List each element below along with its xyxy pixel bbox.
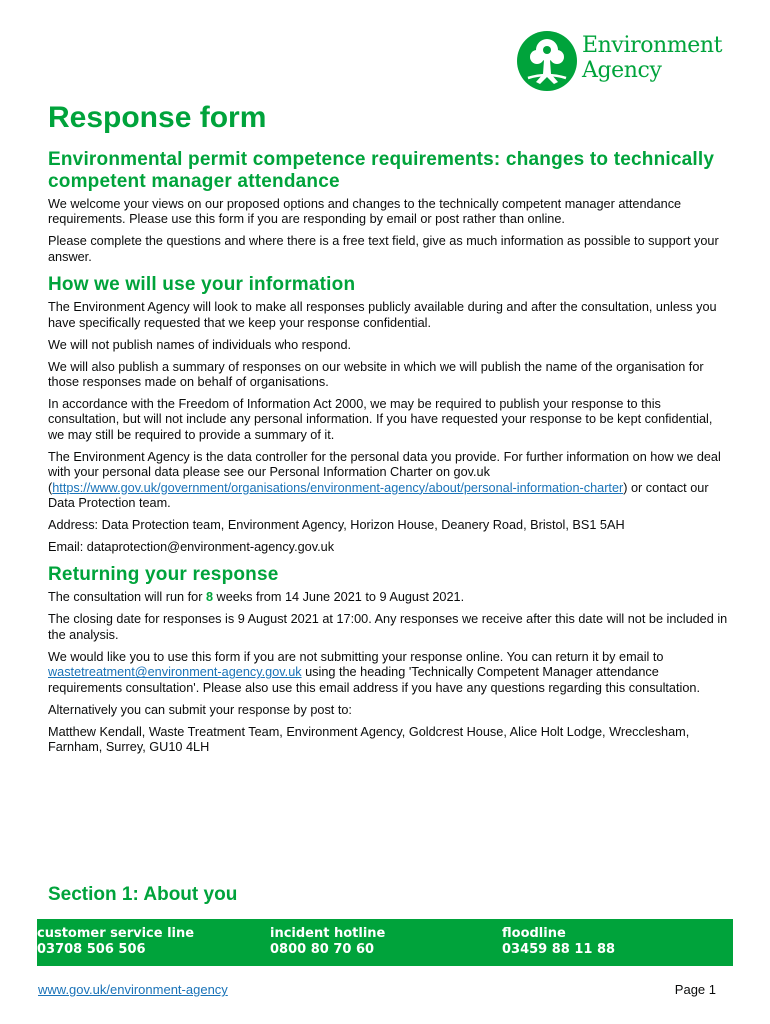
customer-service-number: 03708 506 506 bbox=[37, 942, 146, 957]
info-paragraph-5 bbox=[48, 450, 728, 512]
email-text-after: using the heading 'Technically Competent Manager attendance requirements consultation'. Please also use this email address if you have any questions regarding this consultation. bbox=[48, 665, 700, 695]
info-paragraph-3: We will also publish a summary of responses on our website in which we will publish the name of the organisation for those responses made on behalf of organisations. bbox=[48, 359, 704, 390]
page-number: Page 1 bbox=[674, 982, 716, 997]
logo-line-2: Agency bbox=[582, 58, 662, 83]
floodline bbox=[502, 926, 615, 958]
run-weeks-value: 8 bbox=[205, 590, 214, 605]
charter-text-before: The Environment Agency is the data controller for the personal data you provide. For further information on how we deal with your personal data please see our Personal Information Charter on gov.uk ( bbox=[48, 449, 721, 495]
environment-agency-website-link[interactable]: www.gov.uk/environment-agency bbox=[38, 982, 228, 997]
returning-section-heading: Returning your response bbox=[48, 564, 279, 586]
intro-paragraph-1: We welcome your views on our proposed options and changes to the technically competent manager attendance requirements. Please use this form if you are responding by email or post rather than online. bbox=[48, 197, 682, 227]
incident-hotline-number: 0800 80 70 60 bbox=[270, 942, 375, 957]
email-text-before: We would like you to use this form if you are not submitting your response online. You can return it by email to bbox=[48, 649, 664, 664]
run-text-after: weeks from 14 June 2021 to 9 August 2021. bbox=[213, 590, 465, 605]
info-paragraph-1: The Environment Agency will look to make all responses publicly available during and after the consultation, unless you have specifically requested that we keep your response confidential. bbox=[48, 300, 717, 330]
customer-service-line bbox=[37, 926, 194, 958]
floodline-number: 03459 88 11 88 bbox=[502, 942, 616, 957]
page-title: Response form bbox=[48, 101, 267, 134]
run-text-before: The consultation will run for bbox=[48, 590, 206, 605]
contact-banner bbox=[37, 919, 733, 966]
consultation-run-paragraph bbox=[48, 590, 728, 605]
post-intro-paragraph: Alternatively you can submit your response by post to: bbox=[48, 702, 352, 717]
intro-paragraph-2: Please complete the questions and where there is a free text field, give as much information as possible to support your answer. bbox=[48, 234, 719, 264]
environment-agency-logo bbox=[516, 30, 738, 92]
info-paragraph-4: In accordance with the Freedom of Information Act 2000, we may be required to publish your response to this consultation, but will not include any personal information. If you have requested your response to be kept confidential, we may still be required to provide a summary of it. bbox=[48, 397, 713, 442]
document-body bbox=[48, 100, 728, 762]
customer-service-label: customer service line bbox=[37, 926, 195, 941]
tree-logo-icon bbox=[516, 30, 578, 92]
incident-hotline bbox=[270, 926, 385, 958]
wastetreatment-email-link[interactable]: wastetreatment@environment-agency.gov.uk bbox=[48, 665, 302, 680]
floodline-label: floodline bbox=[502, 926, 566, 941]
personal-information-charter-link[interactable]: https://www.gov.uk/government/organisations/environment-agency/about/personal-information-charter bbox=[52, 480, 624, 495]
charter-text-after: ) or contact our Data Protection team. bbox=[48, 480, 709, 511]
info-paragraph-2: We will not publish names of individuals who respond. bbox=[48, 337, 352, 352]
document-subtitle: Environmental permit competence requirements: changes to technically competent manager attendance bbox=[48, 149, 715, 192]
info-section-heading: How we will use your information bbox=[48, 274, 356, 296]
closing-date-paragraph: The closing date for responses is 9 August 2021 at 17:00. Any responses we receive after this date will not be included in the analysis. bbox=[48, 612, 728, 642]
incident-hotline-label: incident hotline bbox=[270, 926, 386, 941]
email-return-paragraph bbox=[48, 650, 728, 696]
data-protection-address: Address: Data Protection team, Environment Agency, Horizon House, Deanery Road, Bristol, BS1 5AH bbox=[48, 518, 625, 533]
data-protection-email: Email: dataprotection@environment-agency.gov.uk bbox=[48, 540, 335, 555]
post-address-paragraph: Matthew Kendall, Waste Treatment Team, Environment Agency, Goldcrest House, Alice Holt Lodge, Wrecclesham, Farnham, Surrey, GU10 4LH bbox=[48, 724, 690, 755]
section-1-heading: Section 1: About you bbox=[48, 884, 238, 905]
logo-line-1: Environment bbox=[582, 33, 723, 58]
